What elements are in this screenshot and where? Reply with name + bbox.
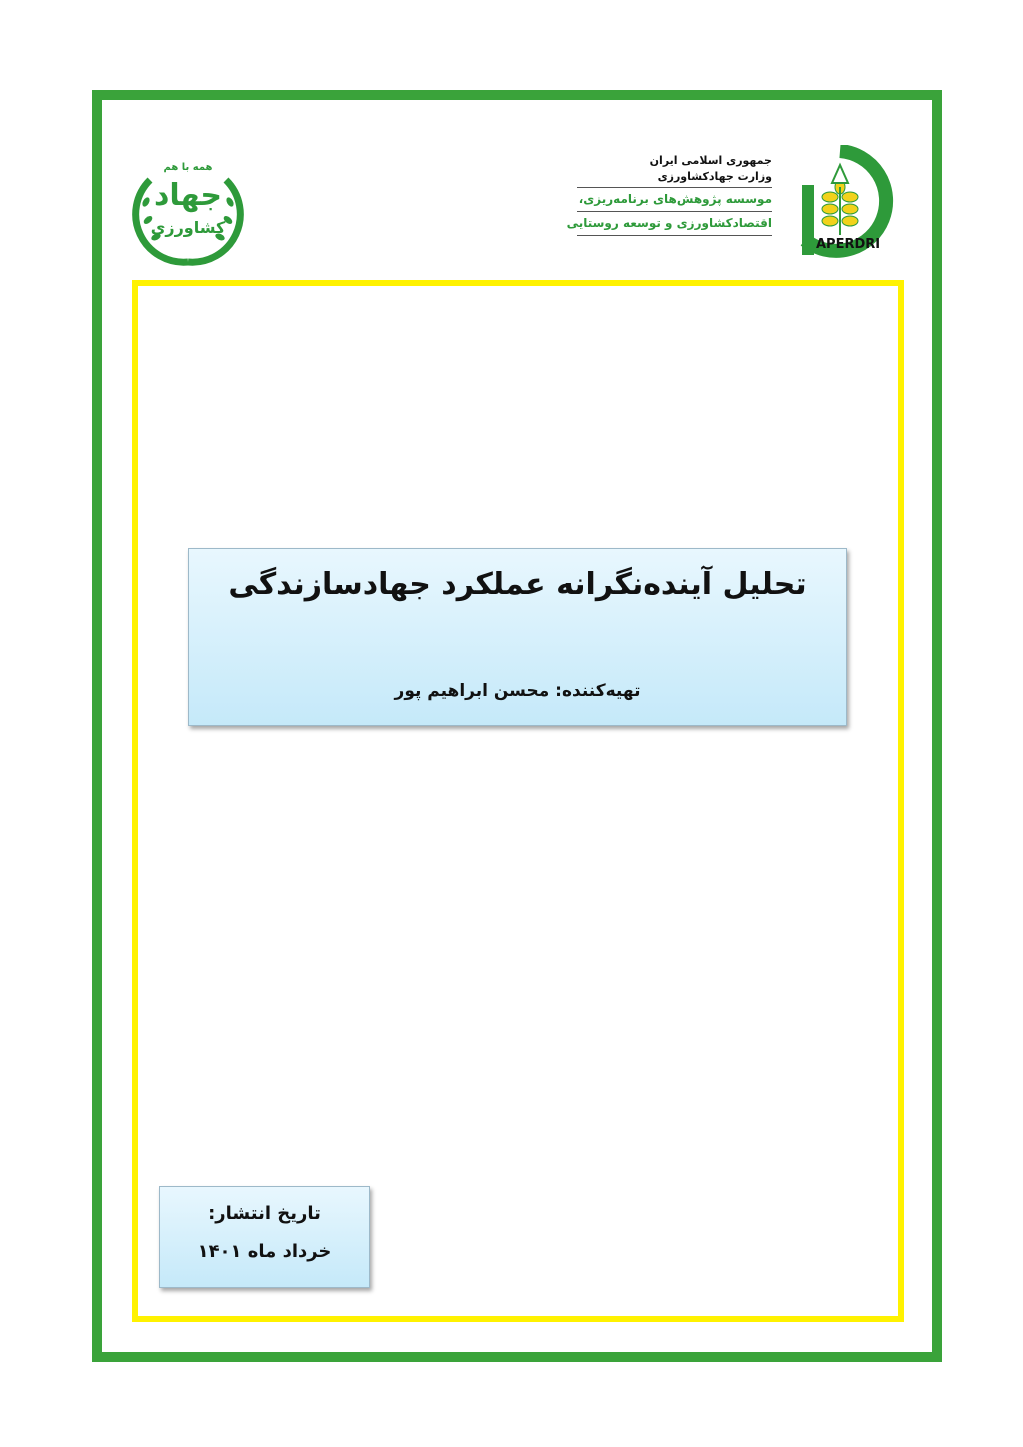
aperdri-logo-text: APERDRI [816,237,881,252]
publication-date-value: خرداد ماه ۱۴۰۱ [197,1241,332,1262]
author-label: تهیه‌کننده: [555,681,641,701]
org-divider [577,235,772,236]
org-institute-line-2: اقتصادکشاورزی و توسعه روستایی [566,216,772,230]
organization-text [566,153,772,238]
jahad-keshavarzi-logo [128,140,248,268]
org-ministry-line: وزارت جهادکشاورزی [657,170,772,183]
document-title: تحلیل آینده‌نگرانه عملکرد جهادسازندگی [228,567,807,602]
organization-header [566,145,900,260]
org-country-line: جمهوری اسلامی ایران [649,154,772,167]
jahad-logo-sub-text: کشاورزی [150,218,226,237]
jahad-logo-small-text: همه با هم [163,162,213,173]
publication-date-label: تاریخ انتشار: [208,1203,321,1224]
org-divider [577,211,772,212]
author-name: محسن ابراهیم پور [394,681,550,701]
org-institute-line: موسسه پژوهش‌های برنامه‌ریزی، [578,192,772,206]
author-line [189,681,846,701]
jahad-logo-main-text: جهاد [153,178,223,213]
aperdri-logo [780,145,900,260]
inner-yellow-frame [132,280,904,1322]
publication-date-box [159,1186,370,1288]
org-divider [577,187,772,188]
title-box [188,548,847,726]
